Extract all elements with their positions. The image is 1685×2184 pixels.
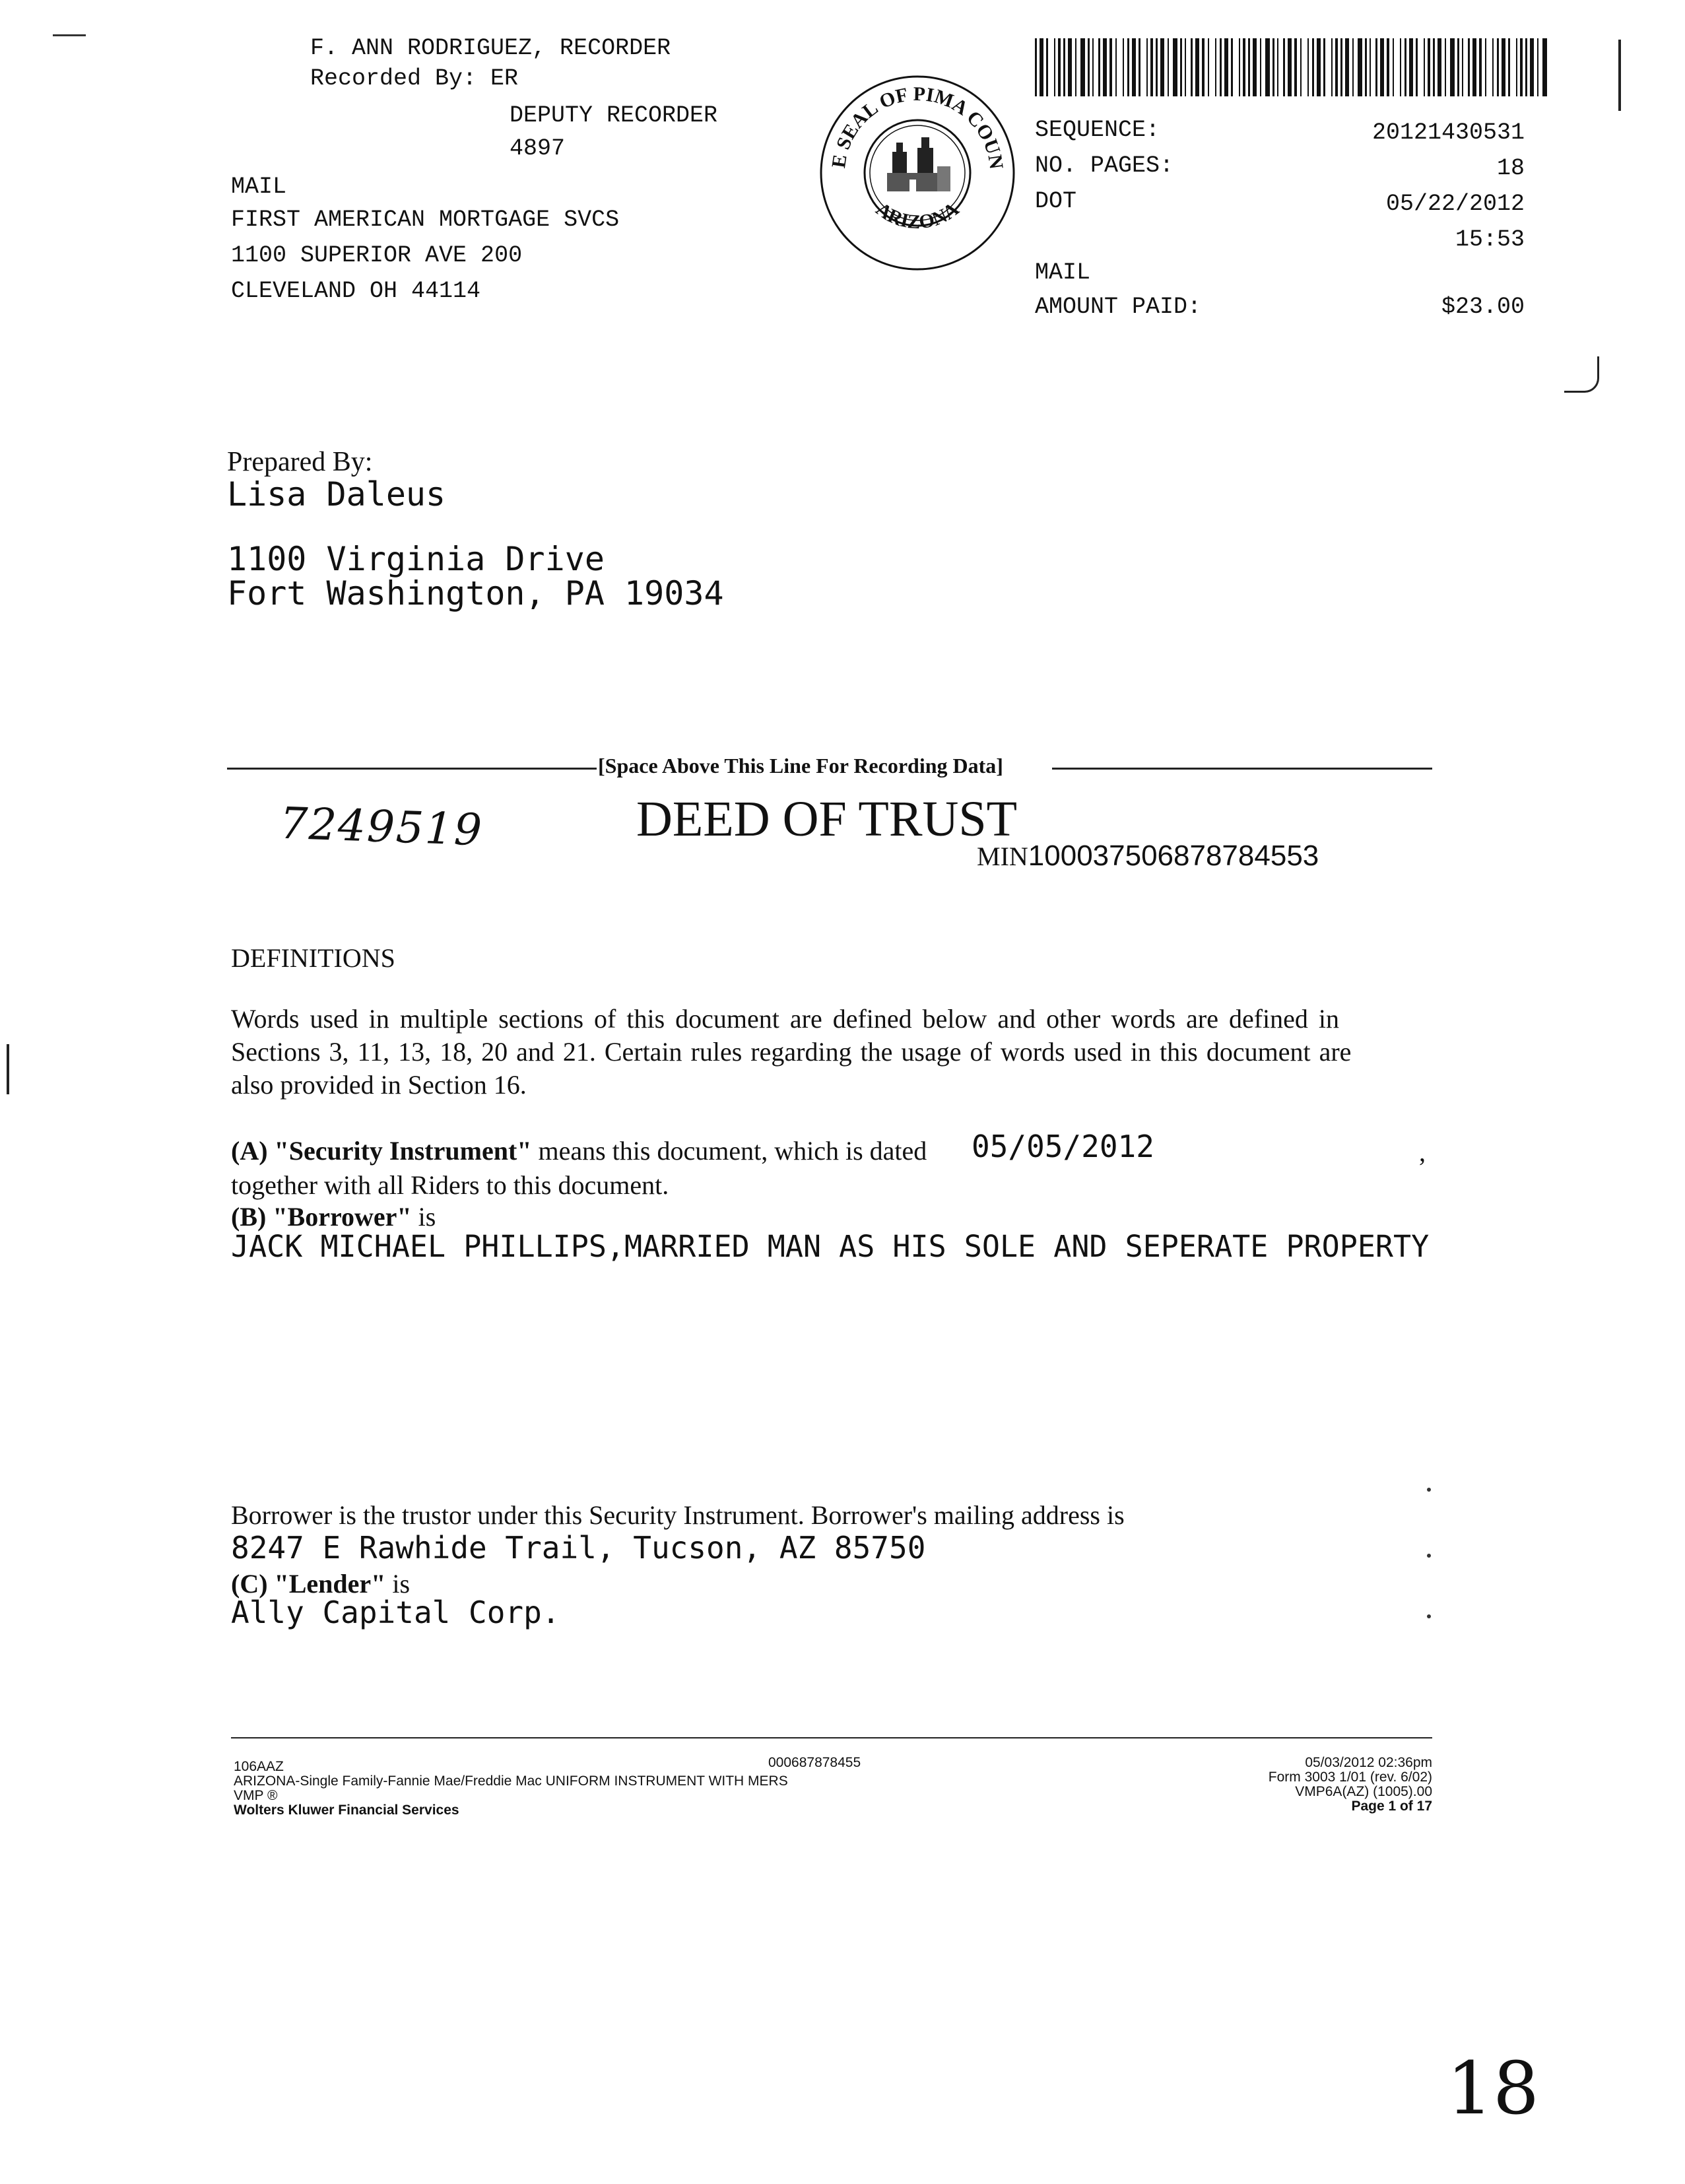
barcode-bar: [1123, 38, 1124, 96]
barcode-bar: [1191, 38, 1193, 96]
barcode-bar: [1472, 38, 1476, 96]
margin-bracket: [1618, 40, 1621, 111]
section-a-line-2: together with all Riders to this document.: [231, 1170, 669, 1200]
seal-bottom-text: ARIZONA: [871, 197, 964, 234]
barcode-bar: [1428, 38, 1430, 96]
recording-divider-left: [227, 768, 597, 770]
margin-dot: [1427, 1614, 1431, 1618]
barcode-bar: [1317, 38, 1321, 96]
borrower-name: JACK MICHAEL PHILLIPS,MARRIED MAN AS HIS SOLE AND SEPERATE PROPERTY: [231, 1229, 1430, 1264]
min-line: [977, 840, 1319, 873]
section-b-text: is: [418, 1202, 436, 1232]
trustor-line: Borrower is the trustor under this Security Instrument. Borrower's mailing address is: [231, 1500, 1125, 1530]
section-b-letter: (B): [231, 1202, 267, 1232]
barcode-bar: [1272, 38, 1274, 96]
return-city: CLEVELAND OH 44114: [231, 278, 481, 304]
barcode-bar: [1335, 38, 1338, 96]
barcode-bar: [1365, 38, 1367, 96]
barcode-bar: [1404, 38, 1406, 96]
definitions-intro-line-3: also provided in Section 16.: [231, 1070, 527, 1100]
footer-form-code: 106AAZ: [234, 1759, 284, 1774]
barcode-bar: [1239, 38, 1240, 96]
barcode-bar: [1068, 38, 1072, 96]
section-c-letter: (C): [231, 1569, 268, 1599]
barcode-bar: [1224, 38, 1228, 96]
handwritten-page-mark: 18: [1447, 2046, 1539, 2131]
barcode-bar: [1457, 38, 1459, 96]
footer-timestamp: 05/03/2012 02:36pm: [1305, 1755, 1432, 1770]
section-a-comma: ,: [1419, 1137, 1426, 1167]
barcode-bar: [1160, 38, 1164, 96]
barcode: [1035, 0, 1556, 106]
lender-name: Ally Capital Corp.: [231, 1595, 560, 1630]
barcode-bar: [1150, 38, 1153, 96]
barcode-bar: [1088, 38, 1090, 96]
barcode-bar: [1139, 38, 1140, 96]
pages-value: 18: [1496, 155, 1525, 182]
barcode-bar: [1331, 38, 1333, 96]
barcode-bar: [1530, 38, 1534, 96]
barcode-bar: [1098, 38, 1100, 96]
space-above-note: [Space Above This Line For Recording Data]: [598, 754, 1003, 778]
barcode-bar: [1450, 38, 1455, 96]
barcode-bar: [1485, 38, 1486, 96]
barcode-bar: [1115, 38, 1117, 96]
definitions-heading: DEFINITIONS: [231, 943, 395, 973]
section-a-term: "Security Instrument": [274, 1136, 532, 1166]
footer-form-number: Form 3003 1/01 (rev. 6/02): [1268, 1770, 1432, 1785]
barcode-bar: [1437, 38, 1441, 96]
recorded-date: 05/22/2012: [1385, 191, 1525, 217]
barcode-bar: [1520, 38, 1523, 96]
handwritten-number: 7249519: [279, 797, 484, 856]
barcode-bar: [1468, 38, 1470, 96]
barcode-bar: [1492, 38, 1494, 96]
sequence-label: SEQUENCE:: [1035, 117, 1160, 143]
barcode-bar: [1508, 38, 1510, 96]
amount-value: $23.00: [1441, 294, 1525, 320]
pima-county-seal: [818, 74, 1016, 272]
barcode-bar: [1092, 38, 1094, 96]
seal-top-text: E SEAL OF PIMA COUN: [828, 83, 1008, 171]
barcode-bar: [1393, 38, 1394, 96]
barcode-bar: [1479, 38, 1482, 96]
svg-text:ARIZONA: [872, 198, 963, 233]
barcode-bar: [1046, 38, 1048, 96]
return-mail-label: MAIL: [231, 174, 287, 200]
barcode-bar: [1127, 38, 1129, 96]
return-street: 1100 SUPERIOR AVE 200: [231, 242, 523, 269]
barcode-bar: [1260, 38, 1261, 96]
barcode-bar: [1525, 38, 1527, 96]
barcode-bar: [1288, 38, 1292, 96]
margin-hook: [1564, 356, 1599, 393]
mission-building-icon: [887, 137, 950, 191]
definitions-intro-line-1: Words used in multiple sections of this document are defined below and other words are defined in: [231, 1004, 1340, 1034]
barcode-bar: [1424, 38, 1425, 96]
barcode-bar: [1380, 38, 1384, 96]
footer-divider: [231, 1737, 1432, 1738]
margin-dot: [1427, 1554, 1431, 1558]
barcode-bar: [1202, 38, 1205, 96]
prepared-by-label: Prepared By:: [227, 447, 373, 477]
footer-vmp-code: VMP6A(AZ) (1005).00: [1295, 1784, 1432, 1799]
barcode-bar: [1300, 38, 1302, 96]
barcode-bar: [1195, 38, 1199, 96]
definitions-intro-line-2: Sections 3, 11, 13, 18, 20 and 21. Certain rules regarding the usage of words used in this document are: [231, 1037, 1352, 1067]
barcode-bar: [1035, 38, 1037, 96]
section-a-letter: (A): [231, 1136, 268, 1166]
barcode-bar: [1497, 38, 1499, 96]
barcode-bar: [1340, 38, 1342, 96]
deputy-recorder: DEPUTY RECORDER: [510, 102, 718, 129]
deputy-number: 4897: [510, 135, 566, 162]
barcode-bar: [1375, 38, 1377, 96]
barcode-bar: [1040, 38, 1043, 96]
barcode-bar: [1283, 38, 1285, 96]
section-c-term: "Lender": [274, 1569, 386, 1599]
prepared-by-name: Lisa Daleus: [227, 475, 446, 513]
min-label: MIN: [977, 842, 1028, 871]
footer-publisher: Wolters Kluwer Financial Services: [234, 1803, 459, 1818]
barcode-bar: [1345, 38, 1349, 96]
barcode-bar: [1248, 38, 1250, 96]
mail-label: MAIL: [1035, 259, 1091, 286]
barcode-bar: [1243, 38, 1245, 96]
footer-vmp: VMP ®: [234, 1788, 278, 1803]
section-a-line: [231, 1135, 927, 1167]
barcode-bar: [1058, 38, 1061, 96]
barcode-bar: [1215, 38, 1216, 96]
barcode-bar: [1146, 38, 1148, 96]
barcode-bar: [1103, 38, 1107, 96]
barcode-bar: [1231, 38, 1233, 96]
barcode-bar: [1156, 38, 1158, 96]
barcode-bar: [1542, 38, 1547, 96]
barcode-bar: [1168, 38, 1169, 96]
barcode-bar: [1502, 38, 1505, 96]
barcode-bar: [1370, 38, 1371, 96]
recorded-by: Recorded By: ER: [310, 65, 519, 92]
barcode-bar: [1323, 38, 1325, 96]
return-company: FIRST AMERICAN MORTGAGE SVCS: [231, 207, 620, 233]
section-a-text: means this document, which is dated: [538, 1136, 927, 1166]
margin-dot: [1427, 1488, 1431, 1492]
barcode-bar: [1433, 38, 1435, 96]
margin-tick: [7, 1044, 9, 1094]
prepared-by-street: 1100 Virginia Drive: [227, 540, 605, 578]
recording-divider-right: [1052, 768, 1432, 770]
footer-description: ARIZONA-Single Family-Fannie Mae/Freddie Mac UNIFORM INSTRUMENT WITH MERS: [234, 1773, 788, 1789]
barcode-bar: [1445, 38, 1446, 96]
barcode-bar: [1253, 38, 1257, 96]
barcode-bar: [1054, 38, 1055, 96]
barcode-bar: [1462, 38, 1463, 96]
section-b-line: [231, 1201, 436, 1233]
barcode-bar: [1307, 38, 1309, 96]
barcode-bar: [1537, 38, 1538, 96]
barcode-bar: [1185, 38, 1186, 96]
margin-dash: [53, 34, 86, 36]
barcode-bar: [1358, 38, 1362, 96]
recorder-name: F. ANN RODRIGUEZ, RECORDER: [310, 35, 671, 61]
barcode-bar: [1400, 38, 1401, 96]
barcode-bar: [1265, 38, 1270, 96]
barcode-bar: [1294, 38, 1297, 96]
barcode-bar: [1063, 38, 1065, 96]
barcode-bar: [1080, 38, 1085, 96]
min-value: 100037506878784553: [1028, 840, 1319, 872]
section-c-text: is: [392, 1569, 411, 1599]
barcode-bar: [1208, 38, 1209, 96]
barcode-bar: [1409, 38, 1413, 96]
prepared-by-city: Fort Washington, PA 19034: [227, 574, 724, 612]
barcode-bar: [1416, 38, 1418, 96]
recorded-time: 15:53: [1455, 226, 1525, 253]
security-instrument-date: 05/05/2012: [972, 1129, 1154, 1164]
barcode-bar: [1516, 38, 1517, 96]
barcode-bar: [1352, 38, 1354, 96]
section-b-term: "Borrower": [273, 1202, 412, 1232]
barcode-bar: [1220, 38, 1222, 96]
footer-page-number: Page 1 of 17: [1351, 1799, 1432, 1814]
footer-loan-number: 000687878455: [768, 1755, 861, 1770]
sequence-value: 20121430531: [1371, 119, 1525, 146]
barcode-bar: [1109, 38, 1112, 96]
barcode-bar: [1312, 38, 1314, 96]
barcode-bar: [1075, 38, 1076, 96]
barcode-bar: [1173, 38, 1177, 96]
document-title: DEED OF TRUST: [636, 791, 1018, 847]
dot-label: DOT: [1035, 188, 1077, 215]
borrower-address: 8247 E Rawhide Trail, Tucson, AZ 85750: [231, 1530, 926, 1566]
pages-label: NO. PAGES:: [1035, 152, 1174, 179]
amount-label: AMOUNT PAID:: [1035, 294, 1202, 320]
barcode-bar: [1132, 38, 1136, 96]
barcode-bar: [1277, 38, 1278, 96]
svg-text:THE SEAL OF PIMA COUNTY: [818, 74, 1007, 171]
barcode-bar: [1387, 38, 1389, 96]
barcode-bar: [1180, 38, 1182, 96]
